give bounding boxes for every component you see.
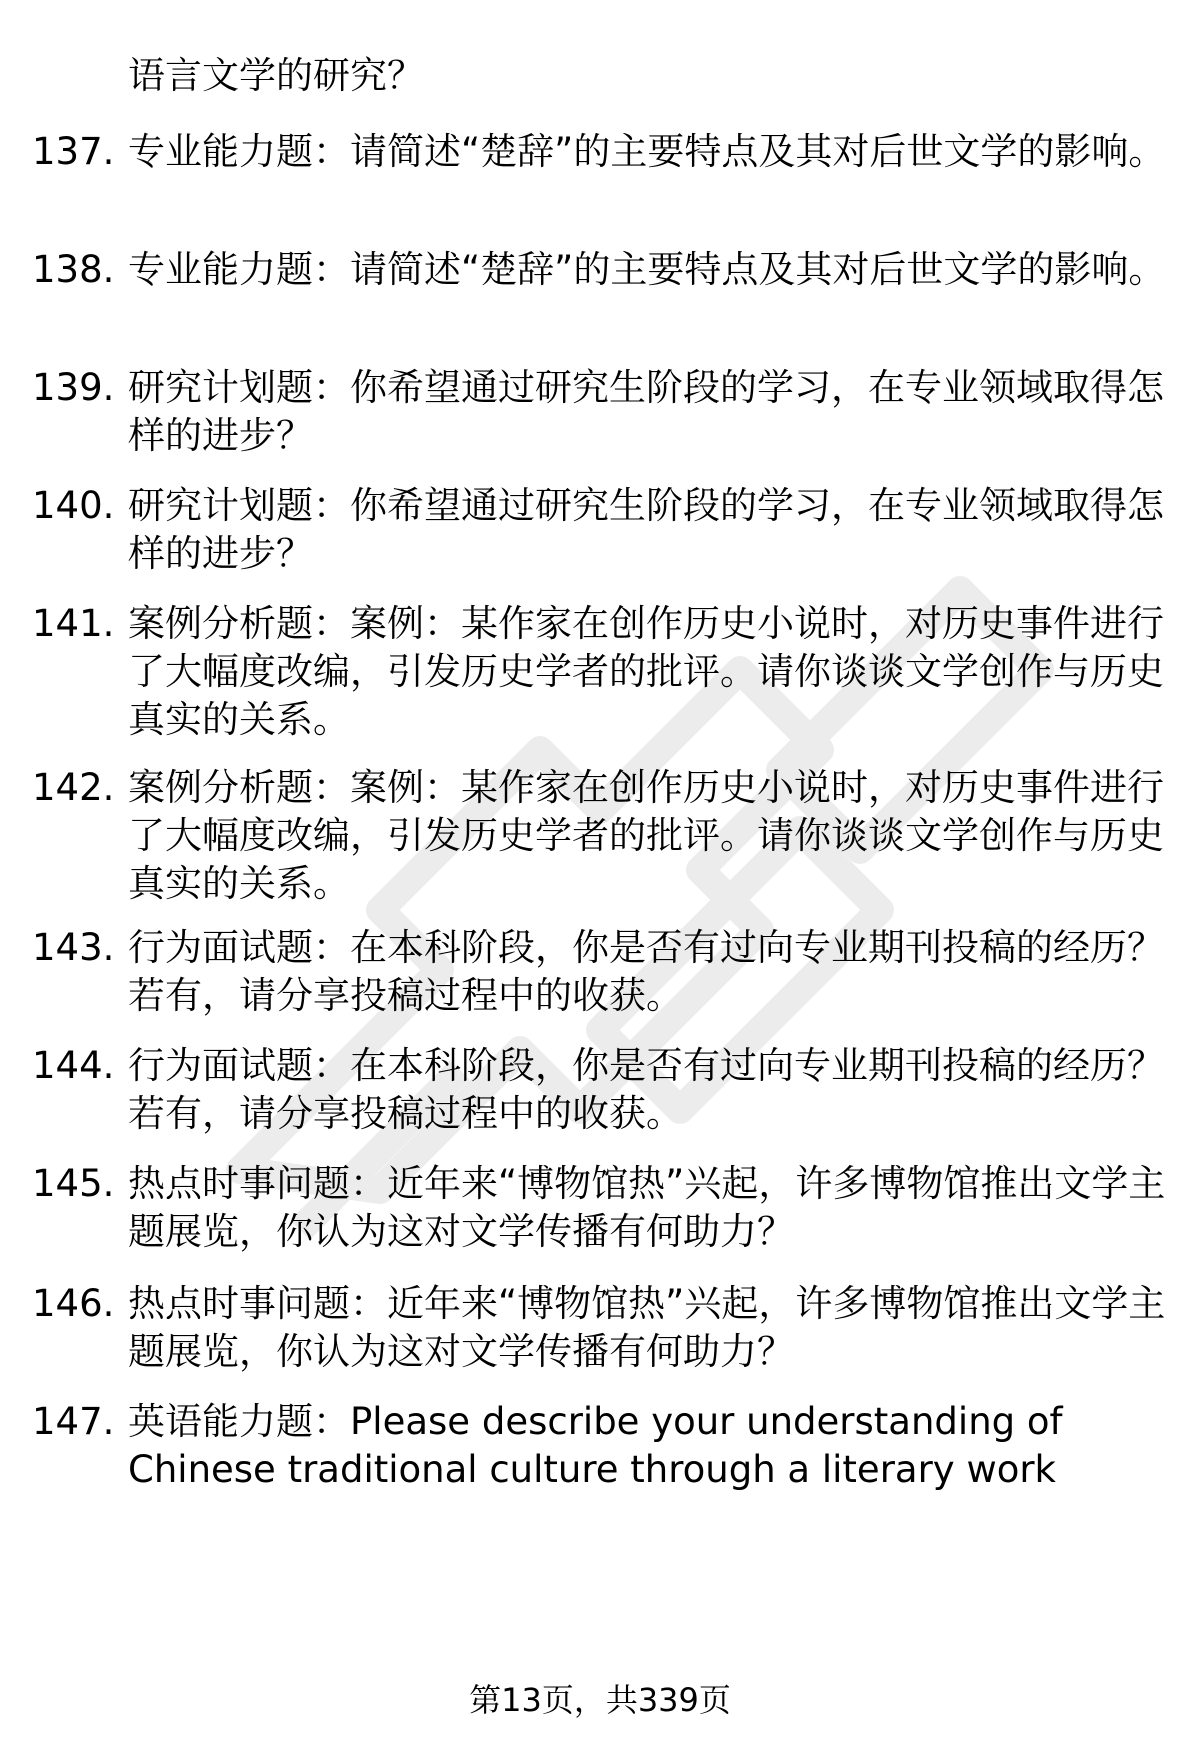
question-number: 147. <box>32 1400 115 1443</box>
question-text: 行为面试题：在本科阶段，你是否有过向专业期刊投稿的经历？若有，请分享投稿过程中的收获。 <box>128 926 1164 1017</box>
question-text: 热点时事问题：近年来“博物馆热”兴起，许多博物馆推出文学主题展览，你认为这对文学传播有何助力？ <box>128 1162 1166 1253</box>
question-text: 研究计划题：你希望通过研究生阶段的学习，在专业领域取得怎样的进步？ <box>128 484 1164 575</box>
question-text: 热点时事问题：近年来“博物馆热”兴起，许多博物馆推出文学主题展览，你认为这对文学传播有何助力？ <box>128 1282 1166 1373</box>
question-number: 145. <box>32 1162 115 1205</box>
question-text: 专业能力题：请简述“楚辞”的主要特点及其对后世文学的影响。 <box>128 130 1166 173</box>
question-text: 行为面试题：在本科阶段，你是否有过向专业期刊投稿的经历？若有，请分享投稿过程中的收获。 <box>128 1044 1164 1135</box>
question-number: 143. <box>32 926 115 969</box>
question-text: 研究计划题：你希望通过研究生阶段的学习，在专业领域取得怎样的进步？ <box>128 366 1164 457</box>
question-number: 139. <box>32 366 115 409</box>
question-number: 142. <box>32 766 115 809</box>
question-number: 138. <box>32 248 115 291</box>
continuation-text: 语言文学的研究？ <box>128 54 424 97</box>
question-number: 140. <box>32 484 115 527</box>
question-number: 141. <box>32 602 115 645</box>
question-number: 137. <box>32 130 115 173</box>
question-number: 144. <box>32 1044 115 1087</box>
question-text: 专业能力题：请简述“楚辞”的主要特点及其对后世文学的影响。 <box>128 248 1166 291</box>
question-number: 146. <box>32 1282 115 1325</box>
page-footer: 第13页，共339页 <box>469 1681 731 1719</box>
question-text: 案例分析题：案例：某作家在创作历史小说时，对历史事件进行了大幅度改编，引发历史学者的批评。请你谈谈文学创作与历史真实的关系。 <box>128 766 1164 905</box>
question-text: 案例分析题：案例：某作家在创作历史小说时，对历史事件进行了大幅度改编，引发历史学者的批评。请你谈谈文学创作与历史真实的关系。 <box>128 602 1164 741</box>
question-text: 英语能力题：Please describe your understanding of Chinese traditional culture through a literary work <box>128 1400 1063 1491</box>
